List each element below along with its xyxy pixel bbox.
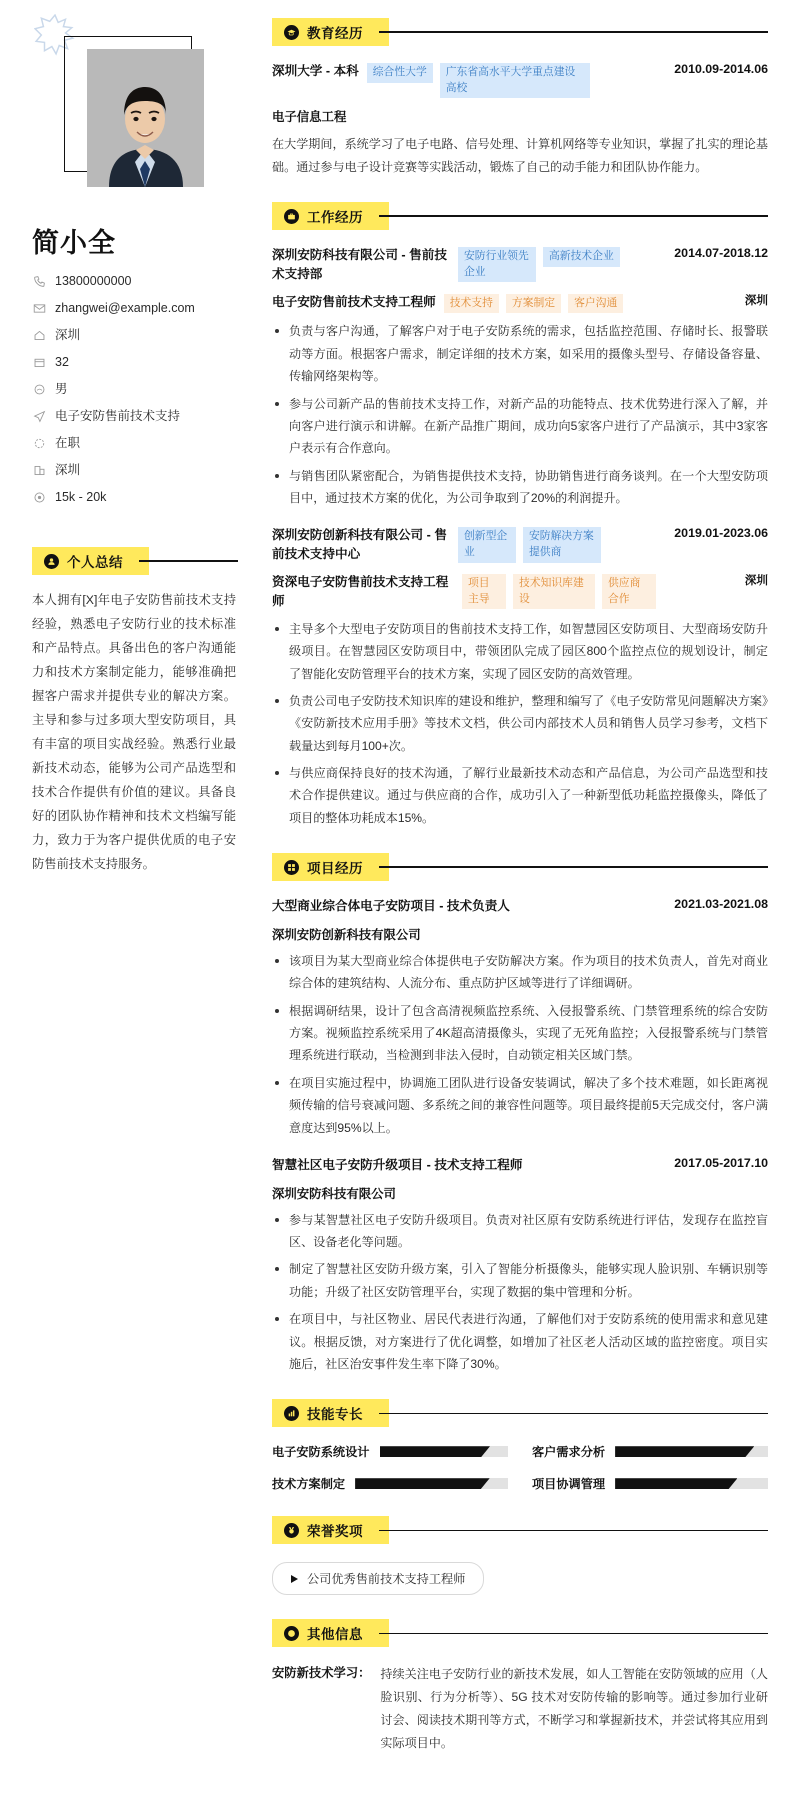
- gender-icon: [32, 383, 46, 397]
- skill-bar-track: [615, 1478, 768, 1489]
- section-title: 技能专长: [307, 1407, 363, 1423]
- section-chip: [272, 1619, 389, 1647]
- section-chip: [272, 853, 389, 881]
- project-entry: [272, 897, 768, 1139]
- section-honors: [272, 1516, 768, 1595]
- contact-list: [32, 274, 238, 505]
- tag: 创新型企业: [458, 527, 516, 562]
- briefcase-icon: [284, 209, 299, 224]
- sidebar: [0, 0, 262, 1805]
- list-item: 与销售团队紧密配合，为销售提供技术支持，协助销售进行商务谈判。在一个大型安防项目中，通过技术方案的优化，为公司争取到了20%的利润提升。: [272, 465, 768, 510]
- skill-bar-track: [380, 1446, 509, 1457]
- education-entry: [272, 62, 768, 178]
- grid-icon: [284, 860, 299, 875]
- skill-label: 技术方案制定: [272, 1477, 346, 1492]
- skill-row: [532, 1443, 768, 1460]
- contact-item-email: [32, 301, 238, 316]
- other-text: 持续关注电子安防行业的新技术发展，如人工智能在安防领域的应用（人脸识别、行为分析等）、5G 技术对安防传输的影响等。通过参加行业研讨会、阅读技术期刊等方式，不断学习和掌握新技术，并尝试将其应用到实际项目中。: [380, 1667, 768, 1751]
- home-icon: [32, 329, 46, 343]
- info-icon: [284, 1626, 299, 1641]
- skill-bar-fill: [615, 1446, 754, 1457]
- contact-item-home: [32, 328, 238, 343]
- company-tags: [458, 246, 660, 282]
- tag: 项目主导: [462, 574, 506, 609]
- contact-value: 深圳: [55, 463, 81, 477]
- section-education: [272, 18, 768, 178]
- tag: 广东省高水平大学重点建设高校: [440, 63, 590, 98]
- section-title: 个人总结: [67, 555, 123, 570]
- section-header-honors: [272, 1516, 768, 1544]
- honor-item: [272, 1562, 484, 1595]
- tag: 方案制定: [506, 294, 561, 314]
- section-rule: [139, 560, 238, 562]
- section-chip: [272, 1516, 389, 1544]
- chart-icon: [284, 1406, 299, 1421]
- school-name: 深圳大学 - 本科: [272, 64, 359, 78]
- contact-value: 32: [55, 355, 69, 369]
- summary-text: 本人拥有[X]年电子安防售前技术支持经验，熟悉电子安防行业的技术标准和产品特点。具备出色的客户沟通能力和技术方案制定能力，能够准确把握客户需求并提供专业的解决方案。主导和参与过多项大型安防项目，具有丰富的项目实战经验。熟悉行业最新技术动态，能够为公司产品选型和技术合作提供有价值的建议。具备良好的团队协作精神和技术文档编写能力，致力于为客户提供优质的电子安防售前技术支持服务。: [32, 593, 236, 871]
- contact-item-city: [32, 463, 238, 478]
- city-icon: [32, 464, 46, 478]
- job-title: 资深电子安防售前技术支持工程师: [272, 575, 449, 608]
- graduation-icon: [284, 25, 299, 40]
- project-title: 大型商业综合体电子安防项目 - 技术负责人: [272, 899, 510, 914]
- other-item: [272, 1663, 768, 1755]
- section-header-summary: [32, 547, 238, 575]
- skill-bar-fill: [355, 1478, 490, 1489]
- contact-value: 男: [55, 382, 68, 396]
- section-rule: [379, 1530, 768, 1532]
- company-tags: [458, 526, 660, 562]
- list-item: 参与某智慧社区电子安防升级项目。负责对社区原有安防系统进行评估，发现存在监控盲区、设备老化等问题。: [272, 1209, 768, 1254]
- contact-item-gender: [32, 382, 238, 397]
- honor-label: 公司优秀售前技术支持工程师: [307, 1572, 466, 1587]
- section-chip: [272, 202, 389, 230]
- section-rule: [379, 866, 768, 868]
- tag: 技术支持: [444, 294, 499, 314]
- project-bullets: [272, 1209, 768, 1376]
- contact-value: 13800000000: [55, 274, 132, 288]
- contact-item-target-position: [32, 409, 238, 424]
- skills-grid: [272, 1443, 768, 1492]
- contact-value: 电子安防售前技术支持: [55, 409, 181, 423]
- skill-label: 电子安防系统设计: [272, 1445, 370, 1460]
- section-chip: [272, 1399, 389, 1427]
- role-tags: [444, 293, 729, 314]
- job-title: 电子安防售前技术支持工程师: [272, 294, 436, 309]
- work-entry: [272, 526, 768, 829]
- tag: 安防行业领先企业: [458, 247, 536, 282]
- section-chip: [32, 547, 149, 575]
- status-icon: [32, 437, 46, 451]
- list-item: 负责公司电子安防技术知识库的建设和维护，整理和编写了《电子安防常见问题解决方案》《安防新技术应用手册》等技术文档，供公司内部技术人员和销售人员学习参考，文档下载量达到每月100+次。: [272, 690, 768, 757]
- section-title: 其他信息: [307, 1627, 363, 1643]
- company-name: 深圳安防科技有限公司 - 售前技术支持部: [272, 248, 447, 281]
- list-item: 该项目为某大型商业综合体提供电子安防解决方案。作为项目的技术负责人，首先对商业综合体的建筑结构、人流分布、重点防护区域等进行了详细调研。: [272, 950, 768, 995]
- skill-label: 项目协调管理: [532, 1477, 606, 1492]
- skill-bar-track: [355, 1478, 508, 1489]
- entry-header: [272, 1156, 768, 1175]
- list-item: 在项目实施过程中，协调施工团队进行设备安装调试，解决了多个技术难题，如长距离视频传输的信号衰减问题、多系统之间的兼容性问题等。项目最终提前5天完成交付，客户满意度达到95%以上。: [272, 1072, 768, 1139]
- section-projects: [272, 853, 768, 1375]
- mail-icon: [32, 302, 46, 316]
- project-bullets: [272, 950, 768, 1139]
- calendar-icon: [32, 356, 46, 370]
- salary-icon: [32, 491, 46, 505]
- section-header-skills: [272, 1399, 768, 1427]
- section-header-education: [272, 18, 768, 46]
- medal-icon: [284, 1523, 299, 1538]
- project-title: 智慧社区电子安防升级项目 - 技术支持工程师: [272, 1157, 523, 1172]
- list-item: 制定了智慧社区安防升级方案，引入了智能分析摄像头，能够实现人脸识别、车辆识别等功能；升级了社区安防管理平台，实现了数据的集中管理和分析。: [272, 1258, 768, 1303]
- work-location: 深圳: [744, 574, 768, 588]
- role-tags: [462, 573, 729, 609]
- section-header-work: [272, 202, 768, 230]
- entry-header: [272, 246, 768, 284]
- section-header-projects: [272, 853, 768, 881]
- project-date: 2017.05-2017.10: [674, 1155, 768, 1170]
- phone-icon: [32, 275, 46, 289]
- work-bullets: [272, 320, 768, 509]
- work-date: 2019.01-2023.06: [674, 526, 768, 541]
- project-company: 深圳安防科技有限公司: [272, 1186, 396, 1201]
- role-header: [272, 293, 768, 314]
- section-other: [272, 1619, 768, 1755]
- contact-value: zhangwei@example.com: [55, 301, 195, 315]
- section-title: 教育经历: [307, 26, 363, 41]
- tag: 客户沟通: [568, 294, 623, 314]
- contact-value: 15k - 20k: [55, 490, 107, 504]
- list-item: 负责与客户沟通，了解客户对于电子安防系统的需求，包括监控范围、存储时长、报警联动等方面。根据客户需求，制定详细的技术方案，如采用的摄像头型号、存储设备容量、传输网络架构等。: [272, 320, 768, 387]
- skill-label: 客户需求分析: [532, 1445, 606, 1460]
- project-date: 2021.03-2021.08: [674, 897, 768, 912]
- list-item: 在项目中，与社区物业、居民代表进行沟通，了解他们对于安防系统的使用需求和意见建议。根据反馈，对方案进行了优化调整，如增加了社区老人活动区域的监控密度。项目实施后，社区治安事件发生率下降了30%。: [272, 1308, 768, 1375]
- education-date: 2010.09-2014.06: [674, 62, 768, 76]
- entry-header: [272, 526, 768, 564]
- work-date: 2014.07-2018.12: [674, 246, 768, 260]
- contact-value: 深圳: [55, 328, 81, 342]
- list-item: 根据调研结果，设计了包含高清视频监控系统、入侵报警系统、门禁管理系统的综合安防方案。视频监控系统采用了4K超高清摄像头，实现了无死角监控；入侵报警系统与门禁管理系统进行联动，当检测到非法入侵时，自动锁定相关区域门禁。: [272, 1000, 768, 1067]
- user-icon: [44, 554, 59, 569]
- list-item: 与供应商保持良好的技术沟通，了解行业最新技术动态和产品信息，为公司产品选型和技术合作提供建议。通过与供应商的合作，成功引入了一种新型低功耗监控摄像头，降低了项目的整体功耗成本15%。: [272, 762, 768, 829]
- target-icon: [32, 410, 46, 424]
- tag: 供应商合作: [602, 574, 656, 609]
- page-title: 简小全: [32, 228, 116, 258]
- play-triangle-icon: [291, 1575, 298, 1583]
- education-description: 在大学期间，系统学习了电子电路、信号处理、计算机网络等专业知识，掌握了扎实的理论基础。通过参与电子设计竞赛等实践活动，锻炼了自己的动手能力和团队协作能力。: [272, 137, 768, 174]
- company-name: 深圳安防创新科技有限公司 - 售前技术支持中心: [272, 528, 447, 562]
- section-rule: [379, 1413, 768, 1415]
- skill-row: [272, 1475, 508, 1492]
- tag: 技术知识库建设: [513, 574, 595, 609]
- section-rule: [379, 31, 768, 33]
- tag: 综合性大学: [367, 63, 433, 83]
- entry-header: [272, 897, 768, 916]
- entry-header: [272, 62, 768, 98]
- project-entry: [272, 1156, 768, 1375]
- project-company: 深圳安防创新科技有限公司: [272, 927, 421, 942]
- tag: 高新技术企业: [543, 247, 620, 267]
- skill-row: [532, 1475, 768, 1492]
- major-name: 电子信息工程: [272, 110, 347, 125]
- work-bullets: [272, 618, 768, 829]
- contact-item-phone: [32, 274, 238, 289]
- section-work: [272, 202, 768, 829]
- main-content: [262, 0, 794, 1805]
- section-rule: [379, 215, 768, 217]
- work-entry: [272, 246, 768, 509]
- contact-item-salary: [32, 490, 238, 505]
- photo-block: [62, 30, 242, 205]
- tag: 安防解决方案提供商: [523, 527, 601, 562]
- contact-value: 在职: [55, 436, 81, 450]
- school-tags: [367, 62, 661, 98]
- work-location: 深圳: [744, 293, 768, 307]
- list-item: 参与公司新产品的售前技术支持工作，对新产品的功能特点、技术优势进行深入了解，并向客户进行演示和讲解。在新产品推广期间，成功向5家客户进行了产品演示，其中3家客户表示有合作意向。: [272, 393, 768, 460]
- section-rule: [379, 1633, 768, 1635]
- section-title: 项目经历: [307, 861, 363, 877]
- contact-item-status: [32, 436, 238, 451]
- skill-row: [272, 1443, 508, 1460]
- skill-bar-fill: [615, 1478, 737, 1489]
- other-label: 安防新技术学习：: [272, 1666, 371, 1681]
- list-item: 主导多个大型电子安防项目的售前技术支持工作，如智慧园区安防项目、大型商场安防升级项目。在智慧园区安防项目中，带领团队完成了园区800个监控点位的规划设计，制定了智能化安防管理平台的技术方案，实现了园区安防的高效管理。: [272, 618, 768, 685]
- contact-item-age: [32, 355, 238, 370]
- role-header: [272, 573, 768, 611]
- section-title: 工作经历: [307, 210, 363, 225]
- avatar: [87, 49, 204, 187]
- section-skills: [272, 1399, 768, 1492]
- section-header-other: [272, 1619, 768, 1647]
- skill-bar-fill: [380, 1446, 491, 1457]
- section-chip: [272, 18, 389, 46]
- section-title: 荣誉奖项: [307, 1524, 363, 1540]
- skill-bar-track: [615, 1446, 768, 1457]
